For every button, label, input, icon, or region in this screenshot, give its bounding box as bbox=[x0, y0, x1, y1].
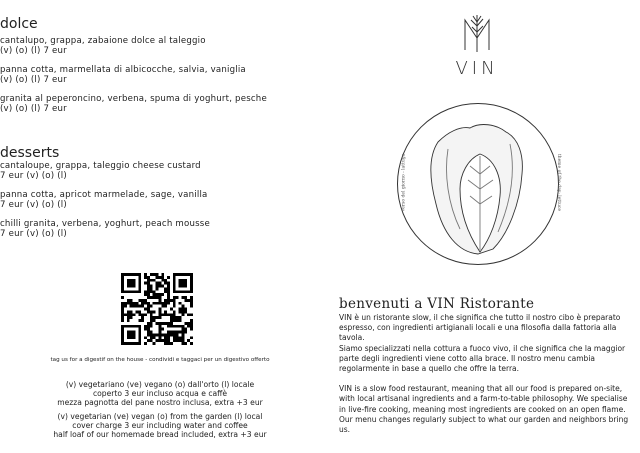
legend bbox=[0, 380, 320, 444]
legend-line: (v) vegetarian (ve) vegan (o) from the garden (l) local bbox=[57, 412, 263, 421]
legend-line: cover charge 3 eur including water and coffee bbox=[72, 421, 248, 430]
legend-line: coperto 3 eur incluso acqua e caffè bbox=[92, 389, 228, 398]
item-name: cantalupo, grappa, zabaione dolce al taleggio bbox=[0, 36, 206, 46]
welcome-paragraph: VIN è un ristorante slow, il che significa che tutto il nostro cibo è preparato espresso, con ingredienti artigianali locali e una filosofia dalla fattoria alla tavola. bbox=[339, 313, 621, 343]
item-info: 7 eur (v) (o) (l) bbox=[0, 200, 67, 210]
legend-line: mezza pagnotta del pane nostro inclusa, extra +3 eur bbox=[57, 398, 263, 407]
welcome-paragraph: VIN is a slow food restaurant, meaning that all our food is prepared on-site, with local artisanal ingredients and a farm-to-table philosophy. We specialise in live-fire cooking, meaning most ingredients are cooked on an open flame. Our menu changes regularly subject to what our garden and neighbors bring us. bbox=[339, 384, 629, 435]
left-caption: verso del giorno - lattuga bbox=[401, 153, 407, 212]
lettuce-icon bbox=[398, 104, 558, 264]
menu-item bbox=[0, 65, 320, 85]
menu-item bbox=[0, 190, 320, 210]
item-info: (v) (o) (l) 7 eur bbox=[0, 46, 67, 56]
vin-logo bbox=[452, 12, 502, 79]
welcome-title: benvenuti a VIN Ristorante bbox=[339, 296, 535, 312]
menu-item bbox=[0, 36, 320, 56]
section-title: desserts bbox=[0, 145, 60, 161]
qr-code[interactable] bbox=[121, 273, 193, 345]
dolce-section bbox=[0, 16, 320, 123]
item-info: 7 eur (v) (o) (l) bbox=[0, 229, 67, 239]
lettuce-illustration-frame bbox=[397, 103, 562, 265]
tree-m-icon bbox=[462, 12, 492, 52]
desserts-section bbox=[0, 145, 320, 248]
item-name: granita al peperoncino, verbena, spuma di yoghurt, pesche bbox=[0, 94, 267, 104]
menu-item bbox=[0, 94, 320, 114]
menu-item bbox=[0, 219, 320, 239]
item-name: panna cotta, marmellata di albicocche, salvia, vaniglia bbox=[0, 65, 246, 75]
menu-item bbox=[0, 161, 320, 181]
section-title: dolce bbox=[0, 16, 38, 32]
item-name: chilli granita, verbena, yoghurt, peach mousse bbox=[0, 219, 210, 229]
item-info: (v) (o) (l) 7 eur bbox=[0, 75, 67, 85]
item-name: cantaloupe, grappa, taleggio cheese custard bbox=[0, 161, 201, 171]
welcome-section bbox=[339, 296, 629, 435]
legend-line: half loaf of our homemade bread included, extra +3 eur bbox=[53, 430, 267, 439]
item-info: 7 eur (v) (o) (l) bbox=[0, 171, 67, 181]
right-caption: theme of the day: lettuce bbox=[556, 153, 562, 212]
welcome-paragraph: Siamo specializzati nella cottura a fuoco vivo, il che significa che la maggior parte degli ingredienti viene cotto alla brace. Il nostro menu cambia regolarmente in base a quello che offre la terra. bbox=[339, 343, 626, 374]
logo-text: VIN bbox=[455, 58, 499, 79]
tagline: tag us for a digestif on the house - condividi e taggaci per un digestivo offerto bbox=[50, 357, 270, 363]
item-name: panna cotta, apricot marmelade, sage, vanilla bbox=[0, 190, 208, 200]
legend-line: (v) vegetariano (ve) vegano (o) dall'orto (l) locale bbox=[65, 380, 255, 389]
item-info: (v) (o) (l) 7 eur bbox=[0, 104, 67, 114]
